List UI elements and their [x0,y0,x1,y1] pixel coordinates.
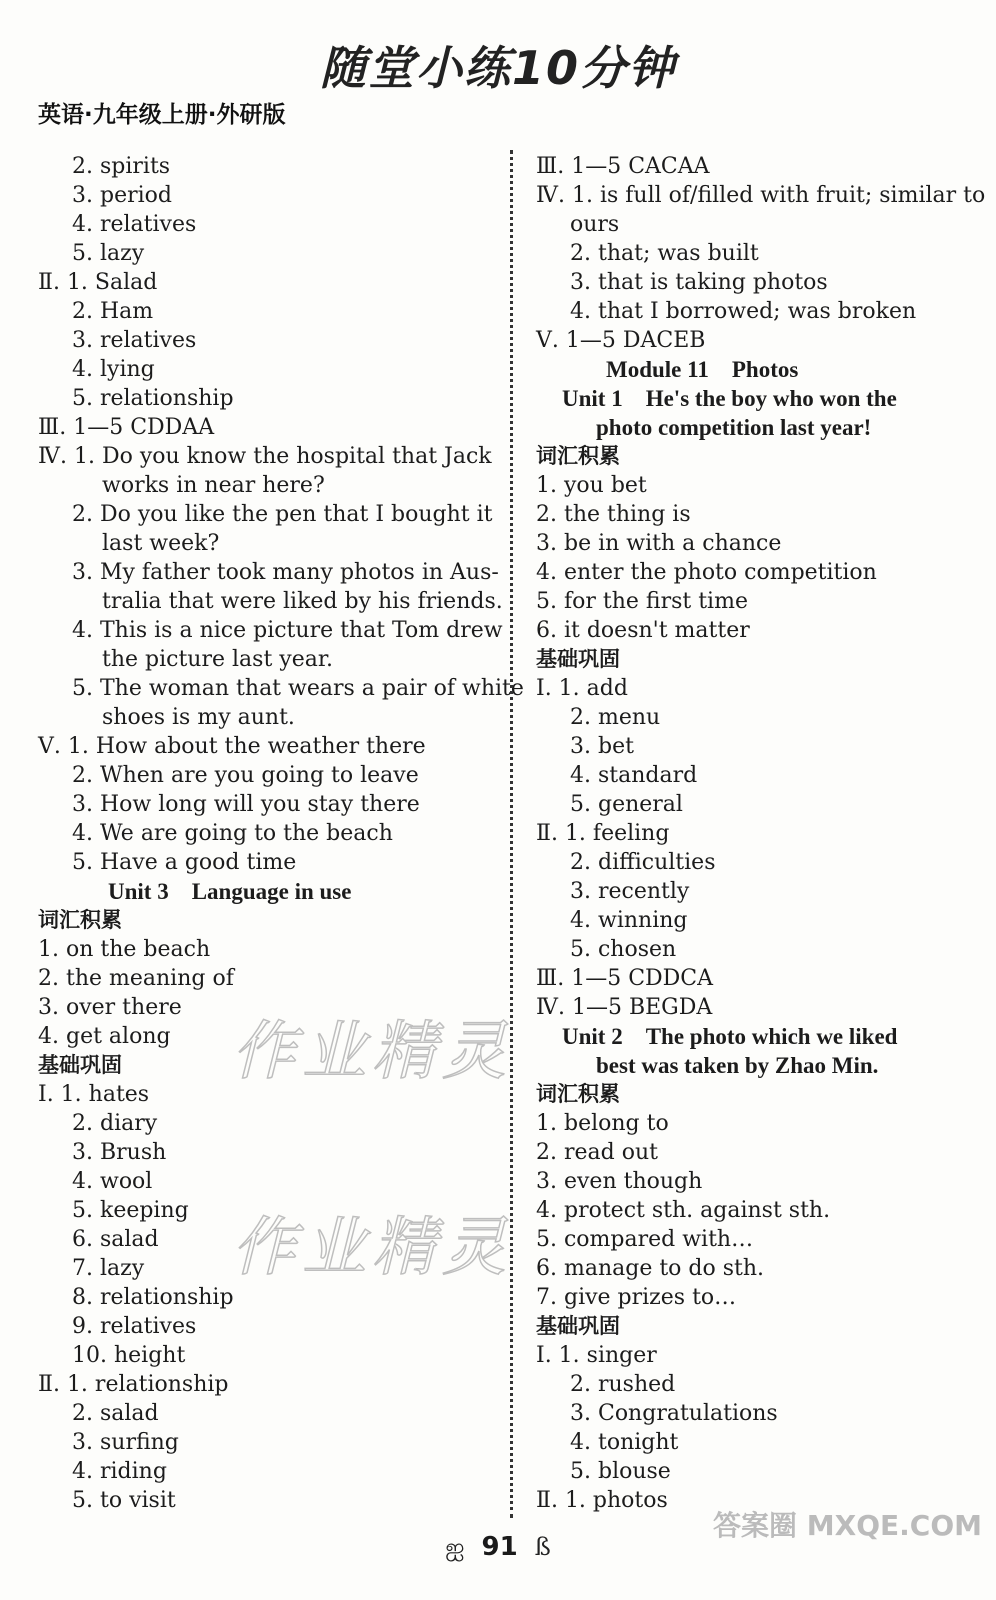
answer-line: 2. read out [536,1140,658,1165]
answer-line: 6. manage to do sth. [536,1256,765,1281]
answer-line: works in near here? [102,473,325,498]
answer-line: 3. period [72,183,172,208]
answer-line: 3. Congratulations [570,1401,778,1426]
answer-line: 2. the meaning of [38,966,234,991]
answer-line: Ⅴ. 1—5 DACEB [536,328,706,353]
answer-line: 3. My father took many photos in Aus- [72,560,499,585]
answer-line: 4. We are going to the beach [72,821,393,846]
answer-line: 3. that is taking photos [570,270,828,295]
answer-line: 10. height [72,1343,186,1368]
unit-heading: Unit 2 The photo which we liked [562,1024,898,1049]
answer-line: 2. menu [570,705,661,730]
left-column [38,152,524,1515]
answer-line: 5. compared with… [536,1227,754,1252]
answer-line: Ⅱ. 1. relationship [38,1372,229,1397]
answer-line: 4. get along [38,1024,171,1049]
answer-line: 5. general [570,792,683,817]
answer-line: Ⅲ. 1—5 CDDAA [38,415,215,440]
corner-watermark-logo: 答案圈 MXQE.COM [713,1509,982,1542]
answer-line: 4. relatives [72,212,197,237]
answer-line: 4. winning [570,908,688,933]
answer-line: Ⅴ. 1. How about the weather there [38,734,426,759]
page-number: 91 [481,1532,518,1562]
answer-line: 5. lazy [72,241,145,266]
answer-line: 3. relatives [72,328,197,353]
answer-line: 5. relationship [72,386,234,411]
answer-line: Ⅰ. 1. add [536,676,628,701]
answer-line: 4. lying [72,357,155,382]
answer-line: 5. for the first time [536,589,748,614]
answer-line: 4. standard [570,763,698,788]
answer-line: 9. relatives [72,1314,197,1339]
answer-line: 5. chosen [570,937,677,962]
answer-line: 3. over there [38,995,182,1020]
ornament-left-icon: ஐ [445,1533,465,1561]
answer-line: 3. Brush [72,1140,167,1165]
answer-line: 5. The woman that wears a pair of white [72,676,524,701]
answer-line: 2. Do you like the pen that I bought it [72,502,493,527]
answer-line: 4. riding [72,1459,167,1484]
answer-line: 3. How long will you stay there [72,792,420,817]
unit-heading: Unit 1 He's the boy who won the [562,386,897,411]
answer-line: 4. enter the photo competition [536,560,877,585]
answer-line: Ⅱ. 1. Salad [38,270,158,295]
answer-line: Ⅳ. 1. is full of/filled with fruit; similar to [536,183,986,208]
section-heading: 词汇积累 [536,1082,620,1106]
answer-line: 2. salad [72,1401,159,1426]
answer-line: last week? [102,531,220,556]
answer-line: 4. protect sth. against sth. [536,1198,831,1223]
answer-line: Ⅱ. 1. feeling [536,821,670,846]
answer-line: 5. Have a good time [72,850,297,875]
answer-line: 1. you bet [536,473,647,498]
answer-line: the picture last year. [102,647,333,672]
answer-line: 7. lazy [72,1256,145,1281]
answer-line: 2. the thing is [536,502,691,527]
answer-line: Ⅰ. 1. singer [536,1343,657,1368]
answer-line: 6. it doesn't matter [536,618,750,643]
answer-line: 6. salad [72,1227,159,1252]
answer-line: 2. difficulties [570,850,716,875]
answer-line: ours [570,212,620,237]
answer-line: 3. be in with a chance [536,531,782,556]
answer-line: 2. rushed [570,1372,676,1397]
answer-line: shoes is my aunt. [102,705,295,730]
answer-line: 4. tonight [570,1430,679,1455]
answer-line: 2. Ham [72,299,154,324]
answer-line: tralia that were liked by his friends. [102,589,503,614]
answer-line: 2. spirits [72,154,171,179]
answer-line: 2. that; was built [570,241,759,266]
answer-line: 7. give prizes to… [536,1285,737,1310]
answer-line: 4. This is a nice picture that Tom drew [72,618,503,643]
section-heading: 基础巩固 [38,1053,122,1077]
section-heading: 基础巩固 [536,1314,620,1338]
page-title: 随堂小练10分钟 [319,41,676,95]
answer-line: 4. that I borrowed; was broken [570,299,917,324]
answer-line: 2. diary [72,1111,158,1136]
answer-line: Ⅳ. 1—5 BEGDA [536,995,713,1020]
answer-line: Ⅰ. 1. hates [38,1082,150,1107]
unit-heading: photo competition last year! [596,415,872,440]
answer-line: 8. relationship [72,1285,234,1310]
answer-line: 2. When are you going to leave [72,763,419,788]
section-heading: 词汇积累 [38,908,122,932]
answer-line: 5. keeping [72,1198,189,1223]
answer-line: 4. wool [72,1169,153,1194]
section-heading: 词汇积累 [536,444,620,468]
answer-line: 3. bet [570,734,634,759]
answer-line: 5. blouse [570,1459,671,1484]
answer-line: Ⅲ. 1—5 CACAA [536,154,710,179]
answer-line: Ⅳ. 1. Do you know the hospital that Jack [38,444,492,469]
answer-line: 1. on the beach [38,937,211,962]
subject-line: 英语·九年级上册·外研版 [38,102,286,128]
section-heading: 基础巩固 [536,647,620,671]
watermark: 作业精灵 [232,1015,512,1089]
answer-line: 3. recently [570,879,690,904]
answer-line: 5. to visit [72,1488,176,1513]
watermark: 作业精灵 [232,1211,512,1285]
right-column [536,152,986,1515]
column-divider [510,150,513,1518]
unit-heading: Unit 3 Language in use [108,879,352,904]
unit-heading: best was taken by Zhao Min. [596,1053,879,1078]
unit-heading: Module 11 Photos [606,357,799,382]
answer-line: 1. belong to [536,1111,669,1136]
answer-line: Ⅱ. 1. photos [536,1488,668,1513]
ornament-right-icon: ß [534,1533,551,1561]
answer-line: Ⅲ. 1—5 CDDCA [536,966,714,991]
answer-line: 3. even though [536,1169,703,1194]
answer-line: 3. surfing [72,1430,179,1455]
